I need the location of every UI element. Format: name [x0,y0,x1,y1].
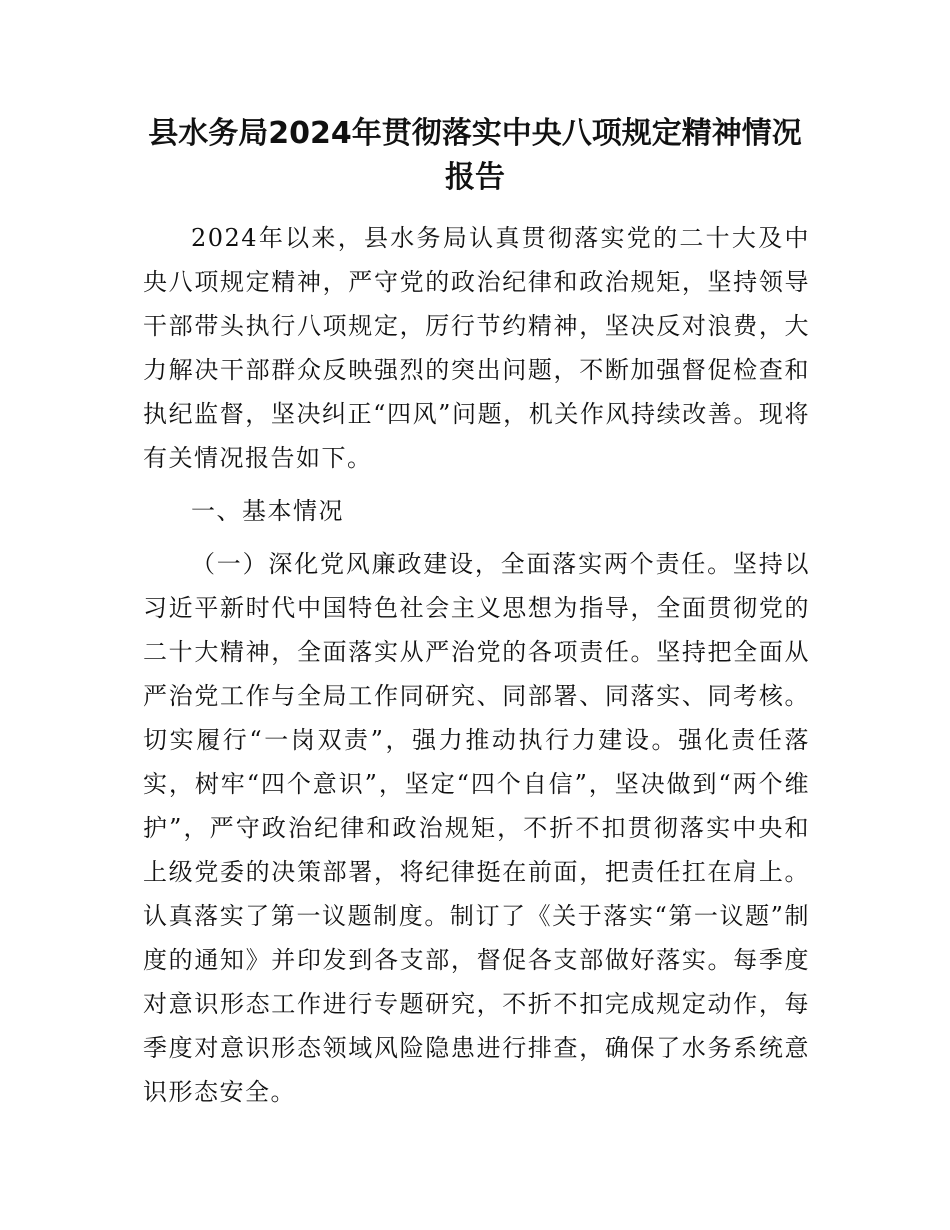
paragraph-gap [143,533,810,542]
paragraph-gap [143,480,810,489]
section1-paragraph: （一）深化党风廉政建设，全面落实两个责任。坚持以习近平新时代中国特色社会主义思想为指导，全面贯彻党的二十大精神，全面落实从严治党的各项责任。坚持把全面从严治党工作与全局工作同研究、同部署、同落实、同考核。切实履行“一岗双责”，强力推动执行力建设。强化责任落实，树牢“四个意识”，坚定“四个自信”，坚决做到“两个维护”，严守政治纪律和政治规矩，不折不扣贯彻落实中央和上级党委的决策部署，将纪律挺在前面，把责任扛在肩上。认真落实了第一议题制度。制订了《关于落实“第一议题”制度的通知》并印发到各支部，督促各支部做好落实。每季度对意识形态工作进行专题研究，不折不扣完成规定动作，每季度对意识形态领域风险隐患进行排查，确保了水务系统意识形态安全。 [143,550,810,1106]
document-body [143,216,810,1114]
section-heading: 一、基本情况 [191,497,344,525]
document-title: 县水务局2024年贯彻落实中央八项规定精神情况报告 [148,116,802,195]
intro-paragraph: 2024年以来，县水务局认真贯彻落实党的二十大及中央八项规定精神，严守党的政治纪律和政治规矩，坚持领导干部带头执行八项规定，厉行节约精神，坚决反对浪费，大力解决干部群众反映强烈的突出问题，不断加强督促检查和执纪监督，坚决纠正“四风”问题，机关作风持续改善。现将有关情况报告如下。 [143,224,810,472]
